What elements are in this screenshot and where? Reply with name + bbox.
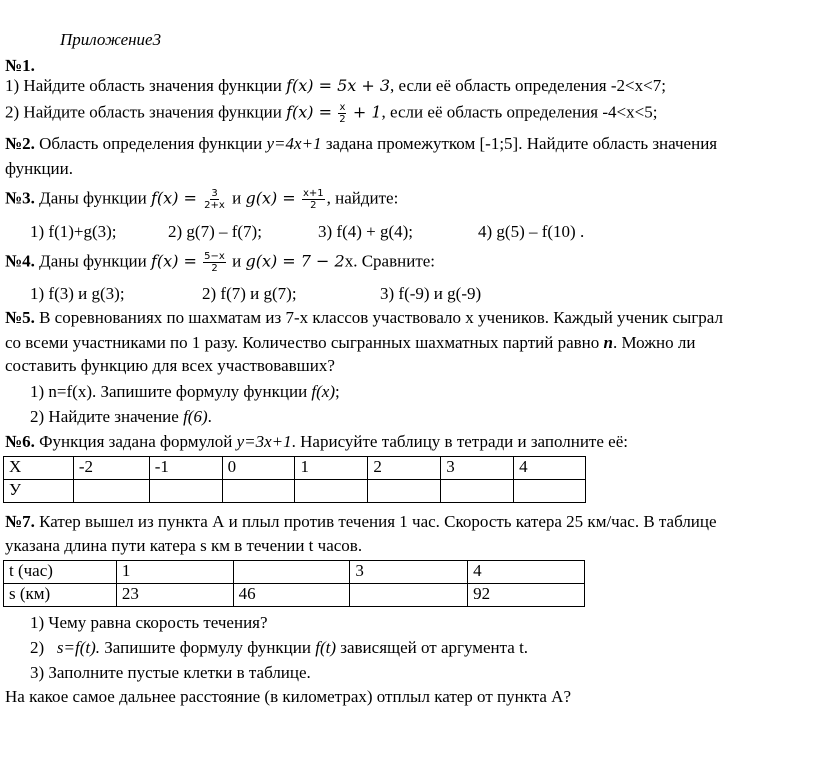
task4-number: №4. xyxy=(5,251,35,271)
table-row xyxy=(4,457,586,480)
task1-item2: 2) Найдите область значения функции f(x) = $\frac{x}{2}$ + 1, если её область определения -4<x<5; xyxy=(5,102,658,125)
task1-formula1: f(x) = 5x + 3 xyxy=(286,76,391,95)
task6-number: №6. xyxy=(5,432,35,451)
task3-item2: 2) g(7) – f(7); xyxy=(168,222,262,241)
task3-item3: 3) f(4) + g(4); xyxy=(318,222,414,241)
table-cell: У xyxy=(4,480,74,503)
task7-item3: 3) Заполните пустые клетки в таблице. xyxy=(30,663,311,682)
task4-f-fraction: $\frac{5-x}{2}$ xyxy=(204,251,225,274)
table-cell: s (км) xyxy=(4,584,117,607)
task4-item1: 1) f(3) и g(3); xyxy=(30,284,125,303)
task7-line2: указана длина пути катера s км в течении t часов. xyxy=(5,536,363,555)
task3-statement: №3. Даны функции f(x) = $\frac{3}{2+x}$ и g(x) = $\frac{x+1}{2}$ , найдите: xyxy=(5,188,399,211)
table-cell: 2 xyxy=(368,457,441,480)
task5-number: №5. xyxy=(5,308,35,327)
table-row xyxy=(4,584,585,607)
task7-line1: №7. Катер вышел из пункта А и плыл против течения 1 час. Скорость катера 25 км/час. В таблице xyxy=(5,512,717,531)
task4-item2: 2) f(7) и g(7); xyxy=(202,284,297,303)
table-cell: t (час) xyxy=(4,561,117,584)
table-cell xyxy=(73,480,149,503)
task7-table xyxy=(3,560,585,607)
task5-line3: составить функцию для всех участвовавших? xyxy=(5,356,335,375)
task5-line1: №5. В соревнованиях по шахматам из 7-х классов участвовало х учеников. Каждый ученик сыграл xyxy=(5,308,723,327)
table-cell: 0 xyxy=(222,457,295,480)
task3-number: №3. xyxy=(5,188,35,208)
task3-f-fraction: $\frac{3}{2+x}$ xyxy=(204,188,225,211)
table-cell xyxy=(222,480,295,503)
table-cell xyxy=(295,480,368,503)
table-cell: 1 xyxy=(116,561,233,584)
task6-formula: y=3x+1 xyxy=(236,432,292,451)
task1-item1: 1) Найдите область значения функции f(x) = 5x + 3, если её область определения -2<x<7; xyxy=(5,76,666,95)
task7-final-question: На какое самое дальнее расстояние (в километрах) отплыл катер от пункта А? xyxy=(5,687,571,706)
table-cell xyxy=(368,480,441,503)
task1-fraction: $\frac{x}{2}$ xyxy=(339,102,346,125)
table-cell: 46 xyxy=(233,584,350,607)
task4-item3: 3) f(-9) и g(-9) xyxy=(380,284,482,303)
task1-number: №1. xyxy=(5,56,35,75)
task2-formula: y=4x+1 xyxy=(266,134,322,153)
task2-number: №2. xyxy=(5,134,35,153)
task5-line2: со всеми участниками по 1 разу. Количество сыгранных шахматных партий равно n. Можно ли xyxy=(5,333,696,352)
task2-line2: функции. xyxy=(5,159,73,178)
task3-item1: 1) f(1)+g(3); xyxy=(30,222,117,241)
task6-table xyxy=(3,456,586,503)
table-cell xyxy=(441,480,514,503)
table-cell xyxy=(514,480,586,503)
table-cell: 1 xyxy=(295,457,368,480)
table-cell xyxy=(233,561,350,584)
table-row xyxy=(4,561,585,584)
task4-statement: №4. Даны функции f(x) = $\frac{5-x}{2}$ и g(x) = 7 − 2x. Сравните: xyxy=(5,251,436,274)
table-cell: 4 xyxy=(468,561,585,584)
table-cell: -2 xyxy=(73,457,149,480)
task6-statement: №6. Функция задана формулой y=3x+1. Нарисуйте таблицу в тетради и заполните её: xyxy=(5,432,628,451)
task2-line1: №2. Область определения функции y=4x+1 задана промежутком [-1;5]. Найдите область значения xyxy=(5,134,718,153)
task3-item4: 4) g(5) – f(10) . xyxy=(478,222,585,241)
table-cell: 3 xyxy=(350,561,468,584)
task3-g-fraction: $\frac{x+1}{2}$ xyxy=(302,188,324,211)
table-cell: 92 xyxy=(468,584,585,607)
table-row xyxy=(4,480,586,503)
task7-item2: 2) s=f(t). Запишите формулу функции f(t) зависящей от аргумента t. xyxy=(30,638,529,657)
task5-item2: 2) Найдите значение f(6). xyxy=(30,407,212,426)
table-cell: X xyxy=(4,457,74,480)
task7-item1: 1) Чему равна скорость течения? xyxy=(30,613,268,632)
task7-number: №7. xyxy=(5,512,35,531)
table-cell xyxy=(149,480,222,503)
table-cell: 23 xyxy=(116,584,233,607)
page-title: Приложение3 xyxy=(60,30,162,49)
task5-item1: 1) n=f(x). Запишите формулу функции f(x); xyxy=(30,382,340,401)
table-cell: 3 xyxy=(441,457,514,480)
table-cell xyxy=(350,584,468,607)
table-cell: 4 xyxy=(514,457,586,480)
table-cell: -1 xyxy=(149,457,222,480)
